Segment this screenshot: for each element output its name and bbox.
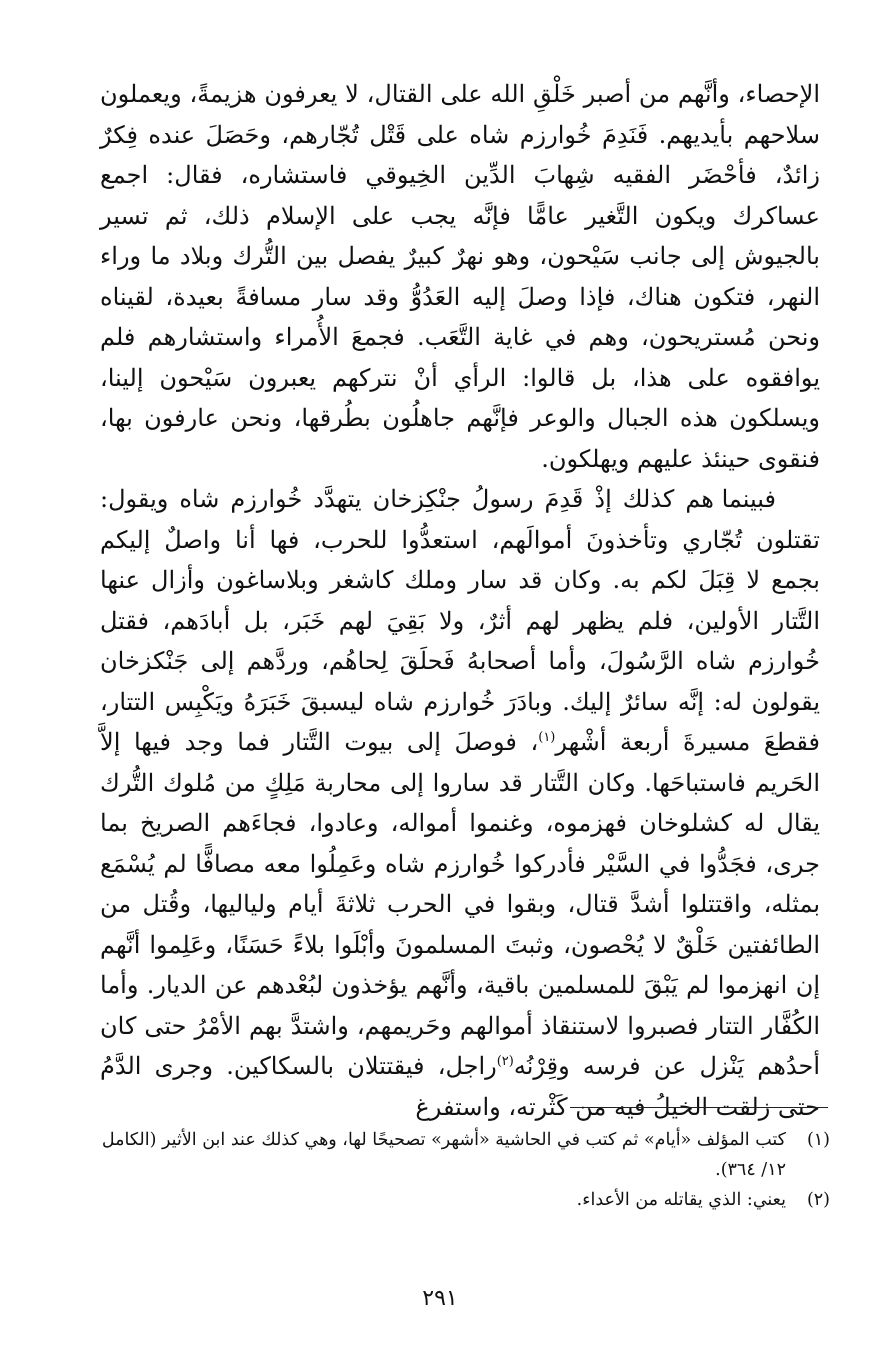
footnote-2-number: (٢) (806, 1190, 830, 1210)
footnotes (100, 1125, 830, 1215)
paragraph-2-cont: ، فوصلَ إلى بيوت التَّتار فما وجد فيها إلاَّ الحَريم فاستباحَها. وكان التَّتار قد ساروا إلى محاربة مَلِكٍ من مُلوك التُّرك يقال له كشلوخان فهزموه، وغنموا أمواله، وعادوا، فجاءَهم الصريخ بما جرى، فجَدُّوا في السَّيْر فأدركوا خُوارزم شاه وعَمِلُوا معه مصافًّا لم يُسْمَع بمثله، واقتتلوا أشدَّ قتال، وبقوا في الحرب ثلاثةَ أيام ولياليها، وقُتل من الطائفتين خَلْقٌ لا يُحْصون، وثبتَ المسلمونَ وأبْلَوا بلاءً حَسَنًا، وعَلِموا أنَّهم إن انهزموا لم يَبْقَ للمسلمين باقية، وأنَّهم يؤخذون لبُعْدهم عن الديار. وأما الكُفَّار التتار فصبروا لاستنقاذ أموالهم وحَريمهم، واشتدَّ بهم الأمْرُ حتى كان أحدُهم يَنْزل عن فرسه وقِرْنُه (100, 728, 821, 1080)
footnote-1 (100, 1125, 830, 1185)
footnote-divider (570, 1107, 828, 1108)
paragraph-2-text: فبينما هم كذلك إذْ قَدِمَ رسولُ جنْكِزخان يتهدَّد خُوارزم شاه ويقول: تقتلون تُجّاري وتأخذونَ أموالَهم، استعدُّوا للحرب، فها أنا واصلٌ إليكم بجمع لا قِبَلَ لكم به. وكان قد سار وملك كاشغر وبلاساغون وأزال عنها التَّتار الأولين، فلم يظهر لهم أثرٌ، ولا بَقِيَ لهم خَبَر، بل أبادَهم، فقتل خُوارزم شاه الرَّسُولَ، وأما أصحابهُ فَحلَقَ لِحاهُم، وردَّهم إلى جَنْكزخان يقولون له: إنَّه سائرٌ إليك. وبادَرَ خُوارزم شاه ليسبقَ خَبَرَهُ ويَكْبِس التتار، فقطعَ مسيرةَ أربعة أشْهر (100, 485, 821, 756)
footnote-ref-1: (١) (538, 730, 556, 745)
footnote-1-text: كتب المؤلف «أيام» ثم كتب في الحاشية «أشهر» تصحيحًا لها، وهي كذلك عند ابن الأثير (الكامل ١٢/ ٣٦٤). (101, 1130, 786, 1180)
footnote-2-text: يعني: الذي يقاتله من الأعداء. (576, 1190, 786, 1210)
page-number: ٢٩١ (422, 1286, 458, 1311)
main-text (100, 74, 820, 1127)
footnote-2 (100, 1185, 830, 1215)
footnote-1-number: (١) (806, 1130, 830, 1150)
paragraph-1 (100, 74, 820, 479)
footnote-ref-2: (٢) (496, 1054, 514, 1069)
paragraph-1-text: الإحصاء، وأنَّهم من أصبر خَلْقِ الله على القتال، لا يعرفون هزيمةً، ويعملون سلاحهم بأيديهم. فَنَدِمَ خُوارزم شاه على قَتْل تُجّارهم، وحَصَلَ عنده فِكرٌ زائدٌ، فأحْضَر الفقيه شِهابَ الدِّين الخِيوقي فاستشاره، فقال: اجمع عساكرك ويكون التَّغير عامًّا فإنَّه يجب على الإسلام ذلك، ثم تسير بالجيوش إلى جانب سَيْحون، وهو نهرٌ كبيرٌ يفصل بين التُّرك وبلاد ما وراء النهر، فتكون هناك، فإذا وصلَ إليه العَدُوُّ وقد سار مسافةً بعيدة، لقيناه ونحن مُستريحون، وهم في غاية التَّعَب. فجمعَ الأُمراء واستشارهم فلم يوافقوه على هذا، بل قالوا: الرأي أنْ نتركهم يعبرون سَيْحون إلينا، ويسلكون هذه الجبال والوعر فإنَّهم جاهلُون بطُرقها، ونحن عارفون بها، فنقوى حينئذ عليهم ويهلكون. (100, 80, 820, 473)
paragraph-2 (100, 479, 820, 1127)
page-body (100, 74, 820, 1127)
paragraph-2-end: راجل، فيقتتلان بالسكاكين. وجرى الدَّمُ حتى زلقت الخيلُ فيه من كَثْرته، واستفرغ (100, 1052, 820, 1121)
